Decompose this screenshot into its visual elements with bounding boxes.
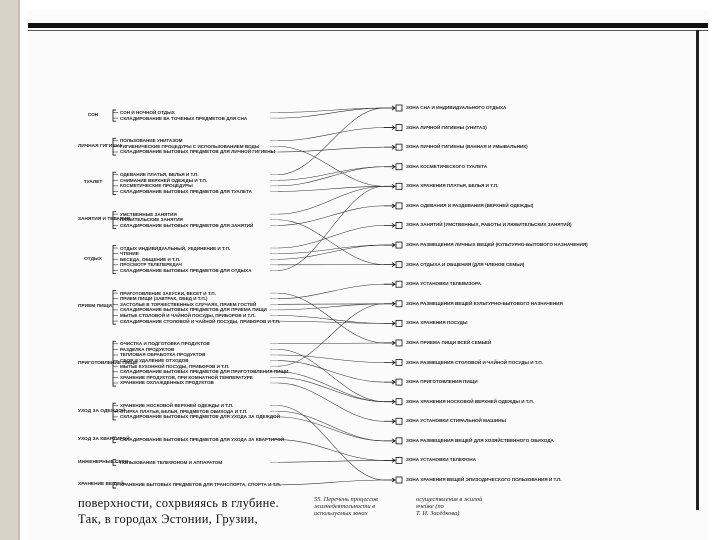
zone-arrow-icon (384, 361, 395, 365)
process-group-label: СОН (87, 112, 99, 118)
zone-label: ЗОНА ХРАНЕНИЯ НОСКОВОЙ ВЕРХНЕЙ ОДЕЖДЫ И Т.П. (406, 398, 534, 404)
connector-line (278, 460, 384, 462)
connector-line (278, 245, 384, 259)
zone-arrow-icon (384, 380, 395, 384)
process-item: ОДЕВАНИЕ ПЛАТЬЯ, БЕЛЬЯ И Т.П. (120, 172, 199, 178)
connector-line (278, 417, 384, 441)
process-item: СБОР И УДАЛЕНИЕ ОТХОДОВ (120, 358, 189, 364)
zone-box-icon (396, 164, 402, 170)
connector-line (278, 108, 384, 175)
zone-label: ЗОНА ХРАНЕНИЯ ПЛАТЬЯ, БЕЛЬЯ И Т.П. (406, 183, 499, 189)
zone-arrow-icon (384, 106, 395, 110)
zone-box-icon (396, 399, 402, 405)
process-item: ПРИЕМ ПИЩИ (ЗАВТРАК, ОБЕД И Т.П.) (120, 296, 208, 302)
process-group-bracket (113, 291, 116, 325)
zone-box-icon (396, 105, 402, 111)
process-item: СКЛАДИРОВАНИЕ БЫТОВЫХ ПРЕДМЕТОВ ДЛЯ УХОДА ЗА КВАРТИРОЙ (120, 437, 284, 443)
zone-box-icon (396, 438, 402, 444)
process-group-label: УХОД ЗА ОДЕЖДОЙ (78, 408, 126, 414)
process-item: МЫТЬЕ КУХОННОЙ ПОСУДЫ, ПРИБОРОВ И Т.П. (120, 363, 230, 369)
figure-caption-part-1 (314, 496, 378, 517)
zone-arrow-icon (384, 243, 395, 247)
process-item: ПРИГОТОВЛЕНИЕ ЗАКУСКИ, ВЕСЕТ И Т.П. (120, 290, 217, 296)
process-item: ОТДЫХ ИНДИВИДУАЛЬНЫЙ, УЕДИНЕНИЕ И Т.П. (120, 245, 231, 251)
zone-label: ЗОНА ХРАНЕНИЯ ВЕЩЕЙ ЭПИЗОДИЧЕСКОГО ПОЛЬЗОВАНИЯ И Т.П. (406, 477, 562, 482)
process-group-label: ХРАНЕНИЕ ВЕЩЕЙ (78, 482, 124, 488)
zone-box-icon (396, 320, 402, 326)
caption-line: Т. И. Засёдкова) (416, 510, 460, 517)
connector-line (278, 225, 384, 248)
process-group-label: ОТДЫХ (84, 256, 102, 262)
zone-arrow-icon (384, 321, 395, 325)
zone-label: ЗОНА ЗАНЯТИЙ (УМСТВЕННЫХ, РАБОТЫ И ЛЮБИТЕЛЬСКИХ ЗАНЯТИЙ) (406, 222, 572, 228)
zone-arrow-icon (384, 184, 395, 188)
process-group-label: ТУАЛЕТ (83, 180, 103, 186)
zone-box-icon (396, 242, 402, 248)
zone-box-icon (396, 203, 402, 209)
process-item: СНИМАНИЕ ВЕРХНЕЙ ОДЕЖДЫ И Т.П. (120, 177, 208, 183)
zone-arrow-icon (384, 458, 395, 462)
process-item: ГИГИЕНИЧЕСКИЕ ПРОЦЕДУРЫ С ИСПОЛЬЗОВАНИЕМ ВОДЫ (120, 143, 260, 149)
connector-line (278, 293, 384, 343)
caption-line: жизнедеятельности в (314, 503, 375, 510)
process-item: КОСМЕТИЧЕСКИЕ ПРОЦЕДУРЫ (120, 183, 193, 189)
zone-label: ЗОНА УСТАНОВКИ ТЕЛЕВИЗОРА (406, 281, 481, 287)
process-item: БЕСЕДА, ОБЩЕНИЕ И Т.П. (120, 256, 181, 262)
zone-label: ЗОНА УСТАНОВКИ СТИРАЛЬНОЙ МАШИНЫ (406, 418, 507, 424)
process-group-label: ПРИГОТОВЛЕНИЕ ПИЩИ (78, 360, 138, 366)
connector-line (278, 284, 384, 298)
connector-line (278, 372, 384, 402)
body-text-line-1: поверхности, сохрвияясь в глубине. (78, 496, 279, 510)
process-item: ХРАНЕНИЕ НОСКОВОЙ ВЕРХНЕЙ ОДЕЖДЫ И Т.П. (120, 403, 234, 409)
zone-label: ЗОНА РАЗМЕЩЕНИЯ СТОЛОВОЙ И ЧАЙНОЙ ПОСУДЫ И Т.П. (406, 359, 543, 365)
connector-line (278, 167, 384, 181)
process-group-bracket (113, 110, 116, 121)
zone-box-icon (396, 301, 402, 307)
process-item: ЧТЕНИЕ (120, 251, 139, 257)
process-item: ПОЛЬЗОВАНИЕ УНИТАЗОМ (120, 138, 183, 144)
zone-box-icon (396, 360, 402, 366)
connector-line (278, 355, 384, 363)
zone-box-icon (396, 340, 402, 346)
process-group-label: УХОД ЗА КВАРТИРОЙ (78, 436, 130, 442)
process-item: ЛЮБИТЕЛЬСКИЕ ЗАНЯТИЯ (120, 217, 183, 223)
scanned-page (28, 10, 708, 540)
zone-box-icon (396, 379, 402, 385)
process-item: СОН И НОЧНОЙ ОТДЫХ (120, 110, 175, 115)
zone-arrow-icon (384, 165, 395, 169)
process-item: СКЛАДИРОВАНИЕ БЫТОВЫХ ПРЕДМЕТОВ ДЛЯ ЛИЧНОЙ ГИГИЕНЫ (120, 149, 276, 155)
zone-box-icon (396, 222, 402, 228)
caption-line: ячейке (по (416, 503, 444, 510)
slide-side-panel-edge (18, 0, 20, 540)
process-item: ТЕПЛОВАЯ ОБРАБОТКА ПРОДУКТОВ (120, 352, 206, 358)
zone-label: ЗОНА КОСМЕТИЧЕСКОГО ТУАЛЕТА (406, 163, 488, 169)
zone-arrow-icon (384, 341, 395, 345)
connector-line (278, 411, 384, 441)
body-text-line-2: Так, в городах Эстонии, Грузии, (78, 512, 258, 526)
figure-caption-part-2 (416, 496, 482, 517)
zone-label: ЗОНА ЛИЧНОЙ ГИГИЕНЫ (ВАННАЯ И УМЫВАЛЬНИК) (406, 144, 528, 150)
process-item: ПРОСМОТР ТЕЛЕПЕРЕДАЧ (120, 262, 182, 268)
zone-arrow-icon (384, 145, 395, 149)
zone-arrow-icon (384, 126, 395, 130)
connector-line (278, 147, 384, 152)
process-item: СКЛАДИРОВАНИЕ БЫТОВЫХ ПРЕДМЕТОВ ДЛЯ УХОДА ЗА ОДЕЖДОЙ (120, 414, 280, 420)
zone-arrow-icon (384, 204, 395, 208)
connector-line (278, 343, 384, 344)
zone-box-icon (396, 281, 402, 287)
process-item: СТИРКА ПЛАТЬЯ, БЕЛЬЯ, ПРЕДМЕТОВ ОБИХОДА И Т.П. (120, 408, 248, 414)
process-item: ОЧИСТКА И ПОДГОТОВКА ПРОДУКТОВ (120, 341, 210, 347)
zone-arrow-icon (384, 419, 395, 423)
connector-line (278, 167, 384, 186)
zone-label: ЗОНА УСТАНОВКИ ТЕЛЕФОНА (406, 457, 477, 463)
connector-line (278, 321, 384, 323)
caption-line: используемых зонах (314, 510, 368, 517)
process-item: ЗАСТОЛЬЕ В ТОРЖЕСТВЕННЫХ СЛУЧАЯХ, ПРИЕМ ГОСТЕЙ (120, 301, 257, 307)
zone-box-icon (396, 477, 402, 483)
process-item: СКЛАДИРОВАНИЕ БЫТОВЫХ ПРЕДМЕТОВ ДЛЯ ПРИЕМА ПИЩИ (120, 307, 267, 313)
zone-box-icon (396, 262, 402, 268)
connector-line (278, 206, 384, 225)
zone-label: ЗОНА ОДЕВАНИЯ И РАЗДЕВАНИЯ (ВЕРХНЕЙ ОДЕЖДЫ) (406, 202, 534, 208)
zone-box-icon (396, 125, 402, 131)
zone-label: ЗОНА ПРИЕМА ПИЩИ ВСЕЙ СЕМЬЕЙ (406, 339, 492, 345)
zone-arrow-icon (384, 302, 395, 306)
connector-line (278, 349, 384, 401)
zone-arrow-icon (384, 282, 395, 286)
caption-line: осуществления в жилой (416, 496, 483, 503)
process-item: СКЛАДИРОВАНИЕ ВА ТОЧЕНЫХ ПРЕДМЕТОВ ДЛЯ СНА (120, 115, 248, 121)
process-item: МЫТЬЕ СТОЛОВОЙ И ЧАЙНОЙ ПОСУДЫ, ПРИБОРОВ И Т.П. (120, 313, 256, 318)
process-item: СКЛАДИРОВАНИЕ СТОЛОВОЙ И ЧАЙНОЙ ПОСУДЫ, ПРИБОРОВ И Т.П. (120, 318, 281, 324)
connector-line (278, 383, 384, 421)
zone-arrow-icon (384, 478, 395, 482)
zone-box-icon (396, 457, 402, 463)
process-item: ХРАНЕНИЕ БЫТОВЫХ ПРЕДМЕТОВ ДЛЯ ТРАНСПОРТА, СПОРТА И Т.П. (120, 482, 281, 488)
process-item: ХРАНЕНИЕ ПРОДУКТОВ, ПРИ КОМНАТНОЙ ТЕМПЕРАТУРЕ (120, 374, 253, 380)
zone-arrow-icon (384, 400, 395, 404)
process-item: СКЛАДИРОВАНИЕ БЫТОВЫХ ПРЕДМЕТОВ ДЛЯ ЗАНЯТИЙ (120, 222, 254, 228)
process-group-label: ЛИЧНАЯ ГИГИЕНА (78, 143, 123, 149)
process-item: УМСТВЕННЫЕ ЗАНЯТИЯ (120, 211, 177, 217)
zone-label: ЗОНА СНА И ИНДИВИДУАЛЬНОГО ОТДЫХА (406, 105, 507, 110)
connector-line (278, 186, 384, 270)
zone-arrow-icon (384, 439, 395, 443)
zone-label: ЗОНА ПРИГОТОВЛЕНИЯ ПИЩИ (406, 379, 478, 385)
process-group-label: ЗАНЯТИЯ И ТЕРАПИЯ (78, 217, 130, 223)
process-item: СКЛАДИРОВАНИЕ БЫТОВЫХ ПРЕДМЕТОВ ДЛЯ ОТДЫХА (120, 267, 252, 273)
process-item: ХРАНЕНИЕ ОХЛАЖДЕННЫХ ПРОДУКТОВ (120, 380, 214, 386)
connector-line (278, 128, 384, 141)
connector-line (278, 304, 384, 366)
zone-box-icon (396, 418, 402, 424)
connector-line (278, 480, 384, 485)
zone-label: ЗОНА ОТДЫХА И ОБЩЕНИЯ (ДЛЯ ЧЛЕНОВ СЕМЬИ) (406, 261, 525, 267)
zone-arrow-icon (384, 223, 395, 227)
process-item: РАЗДЕЛКА ПРОДУКТОВ (120, 346, 175, 352)
slide-side-panel (0, 0, 18, 540)
connector-line (278, 146, 384, 186)
process-item: ПОЛЬЗОВАНИЕ ТЕЛЕФОНОМ И АППАРАТОМ (120, 459, 223, 465)
zone-label: ЗОНА РАЗМЕЩЕНИЯ ВЕЩЕЙ КУЛЬТУРНО-БЫТОВОГО НАЗНАЧЕНИЯ (406, 300, 563, 306)
zone-box-icon (396, 144, 402, 150)
zone-label: ЗОНА ЛИЧНОЙ ГИГИЕНЫ (УНИТАЗ) (406, 124, 487, 130)
process-item: СКЛАДИРОВАНИЕ БЫТОВЫХ ПРЕДМЕТОВ ДЛЯ ПРИГОТОВЛЕНИЯ ПИЩИ (120, 369, 289, 375)
caption-line: 55. Перечень процессов (314, 496, 378, 503)
zone-label: ЗОНА ХРАНЕНИЯ ПОСУДЫ (406, 320, 468, 326)
zone-arrow-icon (384, 263, 395, 267)
connector-line (278, 406, 384, 480)
zone-label: ЗОНА РАЗМЕЩЕНИЯ ЛИЧНЫХ ВЕЩЕЙ (КУЛЬТУРНО-БЫТОВОГО НАЗНАЧЕНИЯ) (406, 242, 588, 248)
connector-line (278, 108, 384, 118)
zone-box-icon (396, 183, 402, 189)
zone-label: ЗОНА РАЗМЕЩЕНИЯ ВЕЩЕЙ ДЛЯ ХОЗЯЙСТВЕННОГО ОБИХОДА (406, 437, 554, 443)
process-group-label: ИНЖЕНЕРНЫЕ СЕТИ (78, 459, 129, 465)
process-group-label: ПРИЕМ ПИЩИ (78, 304, 112, 310)
process-item: СКЛАДИРОВАНИЕ БЫТОВЫХ ПРЕДМЕТОВ ДЛЯ ТУАЛЕТА (120, 188, 252, 194)
